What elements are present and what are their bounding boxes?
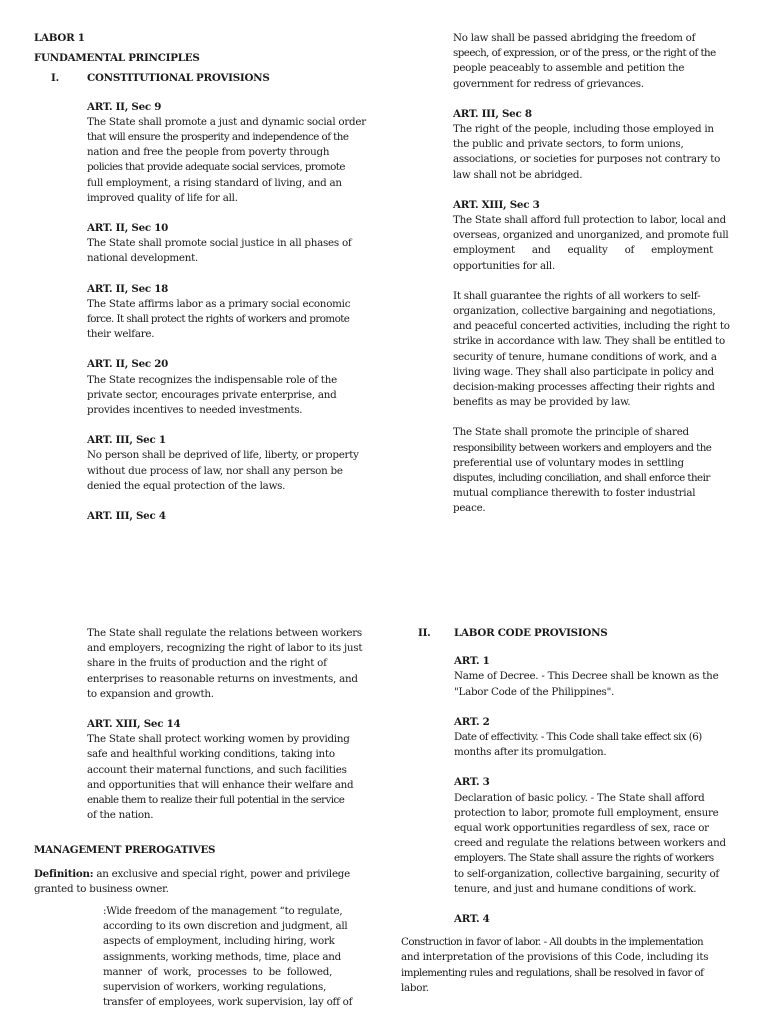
text-line: security of tenure, humane conditions of work, and a <box>453 350 717 363</box>
text-line: responsibility between workers and employers and the <box>453 441 712 454</box>
text-line: employers. The State shall assure the rights of workers <box>454 852 714 865</box>
text-line: implementing rules and regulations, shall be resolved in favor of <box>401 966 704 979</box>
text-line: It shall guarantee the rights of all workers to self- <box>453 289 701 302</box>
text-line: the public and private sectors, to form unions, <box>453 138 684 151</box>
article-heading: ART. XIII, Sec 3 <box>453 198 540 211</box>
subsection-title: LABOR CODE PROVISIONS <box>454 627 608 639</box>
article-block <box>454 654 734 700</box>
article-list <box>34 100 370 525</box>
article-block <box>454 912 734 927</box>
article-block <box>87 100 370 206</box>
article-heading: ART. XIII, Sec 14 <box>87 718 181 731</box>
text-line: organization, collective bargaining and negotiations, <box>453 305 716 318</box>
text-line: disputes, including conciliation, and shall enforce their <box>453 472 710 485</box>
article-heading: ART. III, Sec 1 <box>87 434 166 447</box>
text-line: No person shall be deprived of life, liberty, or property <box>87 449 359 462</box>
subsection-title: CONSTITUTIONAL PROVISIONS <box>87 72 270 85</box>
quote-block <box>34 904 370 1010</box>
text-line: "Labor Code of the Philippines". <box>454 685 615 698</box>
text-line: living wage. They shall also participate in policy and <box>453 365 714 378</box>
article-block <box>87 433 370 494</box>
text-line: to expansion and growth. <box>87 687 214 700</box>
article-heading: ART. II, Sec 20 <box>87 358 169 371</box>
text-line: The State shall protect working women by providing <box>87 733 350 746</box>
text-line: protection to labor, promote full employment, ensure <box>454 806 719 819</box>
text-line: mutual compliance therewith to foster industrial <box>453 487 696 500</box>
text-line: decision-making processes affecting their rights and <box>453 381 715 394</box>
article-block <box>454 775 734 897</box>
article-heading: ART. II, Sec 10 <box>87 222 169 235</box>
text-line: government for redress of grievances. <box>453 77 644 90</box>
article-heading: ART. III, Sec 8 <box>453 107 532 120</box>
text-line: enable them to realize their full potential in the service <box>87 794 345 807</box>
text-line: Declaration of basic policy. - The State shall afford <box>454 791 705 804</box>
text-line: manner of work, processes to be followed, <box>103 965 333 978</box>
text-line: policies that provide adequate social services, promote <box>87 161 345 174</box>
article-block <box>453 107 734 183</box>
text-line: provides incentives to needed investments. <box>87 404 303 417</box>
text-line: equal work opportunities regardless of sex, race or <box>454 822 709 835</box>
text-line: benefits as may be provided by law. <box>453 396 631 409</box>
text-line: account their maternal functions, and such facilities <box>87 763 347 776</box>
text-line: to self-organization, collective bargaining, security of <box>454 867 719 880</box>
text-line: The State shall afford full protection to labor, local and <box>453 214 726 227</box>
paragraph <box>453 31 734 92</box>
text-line: their welfare. <box>87 328 155 341</box>
subsection-heading <box>34 71 370 86</box>
paragraph <box>453 425 734 516</box>
article-block <box>87 221 370 267</box>
subsection-heading <box>401 626 734 641</box>
article-heading: ART. II, Sec 9 <box>87 100 162 113</box>
column-bottom-right <box>401 626 734 996</box>
text-line: No law shall be passed abridging the freedom of <box>453 32 696 44</box>
text-line: and opportunities that will enhance their welfare and <box>87 778 354 791</box>
text-line: peace. <box>453 502 486 515</box>
text-line: share in the fruits of production and the right of <box>87 657 327 670</box>
definition <box>34 867 370 897</box>
text-line: The State recognizes the indispensable role of the <box>87 373 337 386</box>
article-heading: ART. II, Sec 18 <box>87 282 169 295</box>
definition-text: an exclusive and special right, power and privilege <box>93 867 350 880</box>
article-list <box>401 654 734 927</box>
text-line: of the nation. <box>87 809 154 822</box>
text-line: that will ensure the prosperity and independence of the <box>87 131 349 144</box>
article-heading: ART. 1 <box>454 655 490 668</box>
text-line: aspects of employment, including hiring, work <box>103 935 335 948</box>
text-line: transfer of employees, work supervision, lay off of <box>103 996 353 1009</box>
text-line: improved quality of life for all. <box>87 191 238 204</box>
text-line: The State shall promote a just and dynamic social order <box>87 115 366 128</box>
text-line: overseas, organized and unorganized, and promote full <box>453 229 729 242</box>
text-line: employment and equality of employment <box>453 244 713 257</box>
column-bottom-left <box>34 626 370 1010</box>
subsection-number: II. <box>418 627 431 639</box>
article-block <box>87 282 370 343</box>
management-prerogatives-title: MANAGEMENT PREROGATIVES <box>34 844 216 857</box>
paragraph <box>453 289 734 411</box>
section-title: FUNDAMENTAL PRINCIPLES <box>34 52 200 65</box>
text-line: speech, of expression, or of the press, or the right of the <box>453 47 716 60</box>
text-line: granted to business owner. <box>34 882 169 895</box>
article-heading: ART. 2 <box>454 715 490 728</box>
text-line: strike in accordance with law. They shall be entitled to <box>453 335 725 348</box>
text-line: months after its promulgation. <box>454 746 607 759</box>
text-line: Name of Decree. - This Decree shall be known as the <box>454 670 719 683</box>
text-line: creed and regulate the relations between workers and <box>454 837 726 850</box>
text-line: preferential use of voluntary modes in settling <box>453 456 684 469</box>
subsection-number: I. <box>51 72 59 85</box>
paragraph <box>401 935 734 996</box>
text-line: The State shall promote social justice in all phases of <box>87 237 352 250</box>
text-line: private sector, encourages private enterprise, and <box>87 388 337 401</box>
column-top-right <box>453 31 734 532</box>
text-line: full employment, a rising standard of living, and an <box>87 176 342 189</box>
text-line: associations, or societies for purposes not contrary to <box>453 153 721 166</box>
definition-label: Definition: <box>34 867 94 880</box>
paragraph <box>87 626 370 702</box>
text-line: without due process of law, nor shall any person be <box>87 464 343 477</box>
continued-article <box>34 626 370 823</box>
text-line: national development. <box>87 252 199 265</box>
text-line: and employers, recognizing the right of labor to its just <box>87 642 363 655</box>
article-heading: ART. III, Sec 4 <box>87 510 166 523</box>
text-line: and peaceful concerted activities, including the right to <box>453 320 730 333</box>
text-line: nation and free the people from poverty through <box>87 146 330 159</box>
text-line: force. It shall protect the rights of workers and promote <box>87 313 350 326</box>
text-line: denied the equal protection of the laws. <box>87 479 286 492</box>
text-line: :Wide freedom of the management “to regulate, <box>103 905 343 918</box>
text-line: enterprises to reasonable returns on investments, and <box>87 672 358 685</box>
text-line: safe and healthful working conditions, taking into <box>87 748 335 761</box>
text-line: according to its own discretion and judgment, all <box>103 920 348 933</box>
text-line: The State affirms labor as a primary social economic <box>87 297 351 310</box>
article-heading: ART. 3 <box>454 776 490 789</box>
course-title: LABOR 1 <box>34 32 85 44</box>
column-top-left <box>34 31 370 539</box>
text-line: tenure, and just and humane conditions of work. <box>454 882 697 895</box>
article-block <box>454 715 734 761</box>
text-line: assignments, working methods, time, place and <box>103 950 341 963</box>
text-line: and interpretation of the provisions of this Code, including its <box>401 951 709 964</box>
article-block <box>453 198 734 274</box>
text-line: supervision of workers, working regulations, <box>103 981 327 994</box>
text-line: people peaceably to assemble and petition the <box>453 62 685 75</box>
text-line: The State shall promote the principle of shared <box>453 426 689 439</box>
article-block <box>87 357 370 418</box>
text-line: law shall not be abridged. <box>453 168 583 181</box>
text-line: Construction in favor of labor. - All doubts in the implementation <box>401 936 704 949</box>
text-line: Date of effectivity. - This Code shall take effect six (6) <box>454 731 702 744</box>
article-block <box>87 717 370 823</box>
article-heading: ART. 4 <box>454 913 490 926</box>
text-line: opportunities for all. <box>453 259 555 272</box>
text-line: labor. <box>401 981 429 994</box>
text-line: The right of the people, including those employed in <box>453 123 714 136</box>
article-block <box>87 509 370 524</box>
text-line: The State shall regulate the relations between workers <box>87 627 362 639</box>
